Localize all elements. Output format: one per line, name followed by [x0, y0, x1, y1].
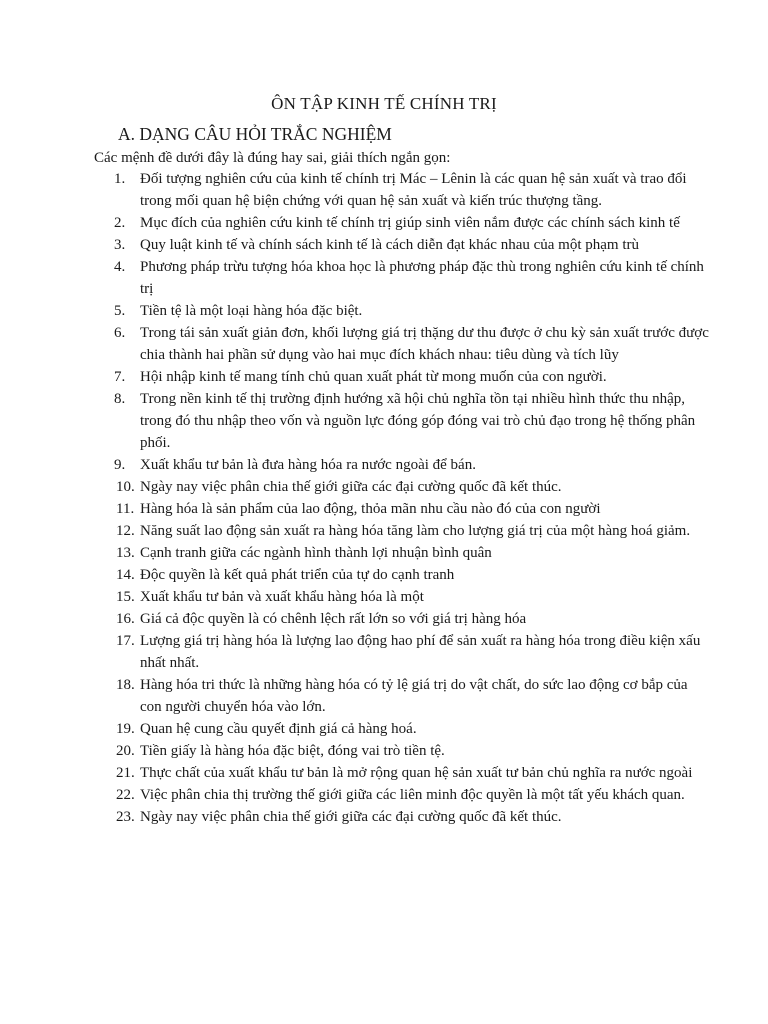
list-item [0, 454, 710, 476]
item-text: Mục đích của nghiên cứu kinh tế chính trị giúp sinh viên nắm được các chính sách kinh tế [140, 215, 680, 231]
intro-text: Các mệnh đề dưới đây là đúng hay sai, giải thích ngắn gọn: [94, 150, 451, 166]
list-item [0, 212, 710, 234]
item-text: Độc quyền là kết quả phát triển của tự do cạnh tranh [140, 567, 455, 583]
item-text: Hàng hóa là sản phẩm của lao động, thỏa mãn nhu cầu nào đó của con người [140, 501, 601, 517]
item-number: 22. [116, 787, 135, 803]
item-text: Việc phân chia thị trường thế giới giữa các liên minh độc quyền là một tất yếu khách quan. [140, 787, 685, 803]
item-number: 4. [114, 259, 126, 275]
item-number: 19. [116, 721, 135, 737]
item-number: 12. [116, 523, 135, 539]
item-number: 9. [114, 457, 126, 473]
item-text: Đối tượng nghiên cứu của kinh tế chính trị Mác – Lênin là các quan hệ sản xuất và trao đổi trong mối quan hệ biện chứng với quan hệ sản xuất và kiến trúc thượng tầng. [140, 171, 687, 209]
list-item [0, 740, 710, 762]
list-item [0, 256, 710, 300]
item-text: Thực chất của xuất khẩu tư bản là mở rộng quan hệ sản xuất tư bản chủ nghĩa ra nước ngoài [140, 765, 693, 781]
list-item [0, 784, 710, 806]
list-item [0, 762, 710, 784]
item-text: Ngày nay việc phân chia thế giới giữa các đại cường quốc đã kết thúc. [140, 809, 562, 825]
item-text: Quy luật kinh tế và chính sách kinh tế là cách diễn đạt khác nhau của một phạm trù [140, 237, 640, 253]
item-number: 16. [116, 611, 135, 627]
item-text: Quan hệ cung cầu quyết định giá cả hàng hoá. [140, 721, 417, 737]
item-number: 17. [116, 633, 135, 649]
list-item [0, 542, 710, 564]
list-item [0, 520, 710, 542]
item-number: 23. [116, 809, 135, 825]
item-number: 13. [116, 545, 135, 561]
item-number: 2. [114, 215, 126, 231]
list-item [0, 608, 710, 630]
item-text: Tiền giấy là hàng hóa đặc biệt, đóng vai trò tiền tệ. [140, 743, 445, 759]
item-number: 14. [116, 567, 135, 583]
item-number: 10. [116, 479, 135, 495]
item-number: 5. [114, 303, 126, 319]
item-number: 15. [116, 589, 135, 605]
item-text: Xuất khẩu tư bản và xuất khẩu hàng hóa là một [140, 589, 424, 605]
item-text: Ngày nay việc phân chia thế giới giữa các đại cường quốc đã kết thúc. [140, 479, 562, 495]
item-number: 8. [114, 391, 126, 407]
item-text: Lượng giá trị hàng hóa là lượng lao động hao phí để sản xuất ra hàng hóa trong điều kiện xấu nhất nhất. [140, 633, 701, 671]
item-text: Năng suất lao động sản xuất ra hàng hóa tăng làm cho lượng giá trị của một hàng hoá giảm. [140, 523, 691, 539]
item-number: 11. [116, 501, 135, 517]
list-item [0, 718, 710, 740]
list-item [0, 806, 710, 828]
question-list [0, 168, 768, 828]
item-text: Trong tái sản xuất giản đơn, khối lượng giá trị thặng dư thu được ở chu kỳ sản xuất trước được chia thành hai phần sử dụng vào hai mục đích khách nhau: tiêu dùng và tích lũy [140, 325, 709, 363]
item-text: Cạnh tranh giữa các ngành hình thành lợi nhuận bình quân [140, 545, 492, 561]
list-item [0, 498, 710, 520]
list-item [0, 168, 710, 212]
item-text: Trong nền kinh tế thị trường định hướng xã hội chủ nghĩa tồn tại nhiều hình thức thu nhập, trong đó thu nhập theo vốn và nguồn lực đóng góp đóng vai trò chủ đạo trong hệ thống phân phối. [140, 391, 696, 451]
list-item [0, 586, 710, 608]
list-item [0, 366, 710, 388]
list-item [0, 300, 710, 322]
list-item [0, 564, 710, 586]
list-item [0, 674, 710, 718]
item-number: 7. [114, 369, 126, 385]
list-item [0, 630, 710, 674]
item-number: 21. [116, 765, 135, 781]
list-item [0, 234, 710, 256]
item-number: 6. [114, 325, 126, 341]
list-item [0, 322, 710, 366]
item-number: 18. [116, 677, 135, 693]
item-number: 3. [114, 237, 126, 253]
item-number: 1. [114, 171, 126, 187]
item-text: Hội nhập kinh tế mang tính chủ quan xuất phát từ mong muốn của con người. [140, 369, 607, 385]
item-text: Hàng hóa tri thức là những hàng hóa có tỷ lệ giá trị do vật chất, do sức lao động cơ bắp của con người chuyển hóa vào lớn. [140, 677, 688, 715]
list-item [0, 388, 710, 454]
section-heading: A. DẠNG CÂU HỎI TRẮC NGHIỆM [118, 124, 392, 144]
item-text: Xuất khẩu tư bản là đưa hàng hóa ra nước ngoài để bán. [140, 457, 476, 473]
document-title: ÔN TẬP KINH TẾ CHÍNH TRỊ [271, 94, 497, 113]
item-number: 20. [116, 743, 135, 759]
list-item [0, 476, 710, 498]
item-text: Giá cả độc quyền là có chênh lệch rất lớn so với giá trị hàng hóa [140, 611, 527, 627]
item-text: Tiền tệ là một loại hàng hóa đặc biệt. [140, 303, 363, 319]
item-text: Phương pháp trừu tượng hóa khoa học là phương pháp đặc thù trong nghiên cứu kinh tế chính trị [140, 259, 704, 297]
